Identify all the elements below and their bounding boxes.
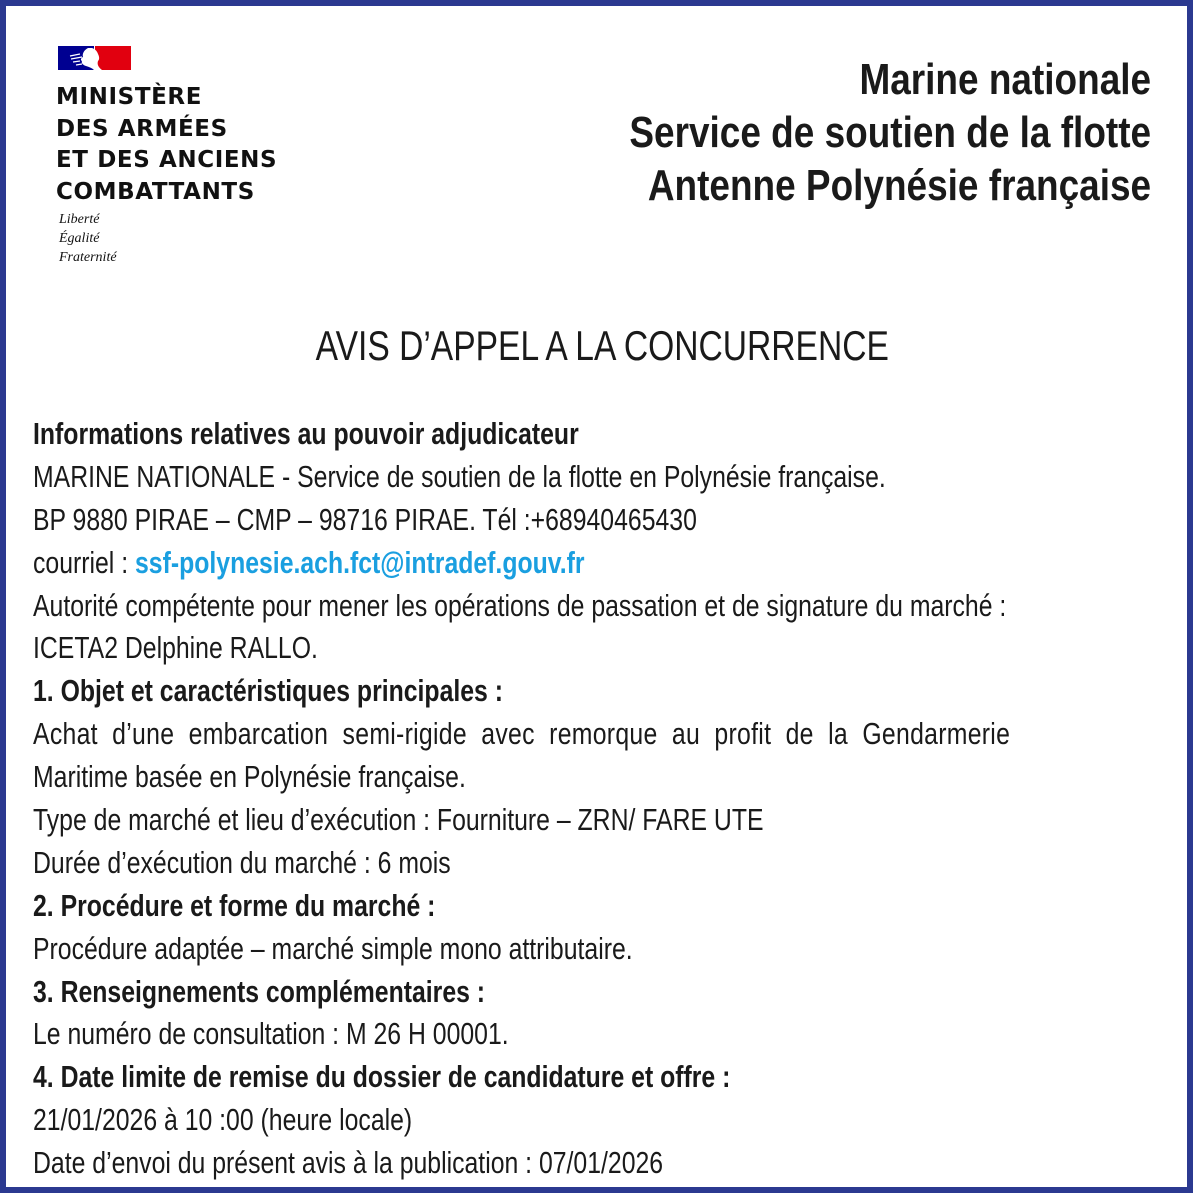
body-line: Autorité compétente pour mener les opérations de passation et de signature du marché : xyxy=(33,587,1007,623)
body-line: BP 9880 PIRAE – CMP – 98716 PIRAE. Tél :+68940465430 xyxy=(33,501,697,537)
body-line: Le numéro de consultation : M 26 H 00001. xyxy=(33,1016,509,1052)
email-label: courriel : xyxy=(33,544,135,580)
section-heading: 3. Renseignements complémentaires : xyxy=(33,973,486,1009)
body-line: MARINE NATIONALE - Service de soutien de la flotte en Polynésie française. xyxy=(33,458,886,494)
body-line: ICETA2 Delphine RALLO. xyxy=(33,630,318,666)
ministry-line: COMBATTANTS xyxy=(56,178,255,205)
body-line: Type de marché et lieu d’exécution : Fourniture – ZRN/ FARE UTE xyxy=(33,802,764,838)
body-line: Procédure adaptée – marché simple mono attributaire. xyxy=(33,930,633,966)
notice-title xyxy=(6,321,1193,371)
section-heading: 2. Procédure et forme du marché : xyxy=(33,887,436,923)
body-line: 21/01/2026 à 10 :00 (heure locale) xyxy=(33,1102,413,1138)
body-line: Durée d’exécution du marché : 6 mois xyxy=(33,844,451,880)
organization-header xyxy=(530,53,1151,212)
email-link[interactable]: ssf-polynesie.ach.fct@intradef.gouv.fr xyxy=(134,544,585,580)
ministry-line: MINISTÈRE xyxy=(56,84,203,110)
org-line: Antenne Polynésie française xyxy=(647,161,1151,210)
email-line xyxy=(33,542,1173,585)
section-heading: 4. Date limite de remise du dossier de candidature et offre : xyxy=(33,1059,731,1095)
ministry-line: DES ARMÉES xyxy=(56,115,228,142)
body-line: Achat d’une embarcation semi-rigide avec remorque au profit de la Gendarmerie xyxy=(33,716,1011,752)
section-heading: Informations relatives au pouvoir adjudicateur xyxy=(33,416,579,451)
motto-line: Liberté xyxy=(59,212,100,227)
body-line: Date d’envoi du présent avis à la publication : 07/01/2026 xyxy=(33,1145,664,1181)
section-heading: 1. Objet et caractéristiques principales : xyxy=(33,673,504,709)
ministry-line: ET DES ANCIENS xyxy=(56,147,278,173)
republic-motto xyxy=(59,210,117,267)
org-line: Service de soutien de la flotte xyxy=(629,108,1151,157)
org-line: Marine nationale xyxy=(859,55,1151,104)
motto-line: Égalité xyxy=(59,231,100,246)
marianne-flag-icon xyxy=(58,46,131,70)
body-line: Maritime basée en Polynésie française. xyxy=(33,759,466,795)
notice-body xyxy=(33,413,1173,1185)
ministry-name xyxy=(56,82,277,208)
notice-title-text: AVIS D’APPEL A LA CONCURRENCE xyxy=(315,322,890,369)
motto-line: Fraternité xyxy=(59,250,117,265)
